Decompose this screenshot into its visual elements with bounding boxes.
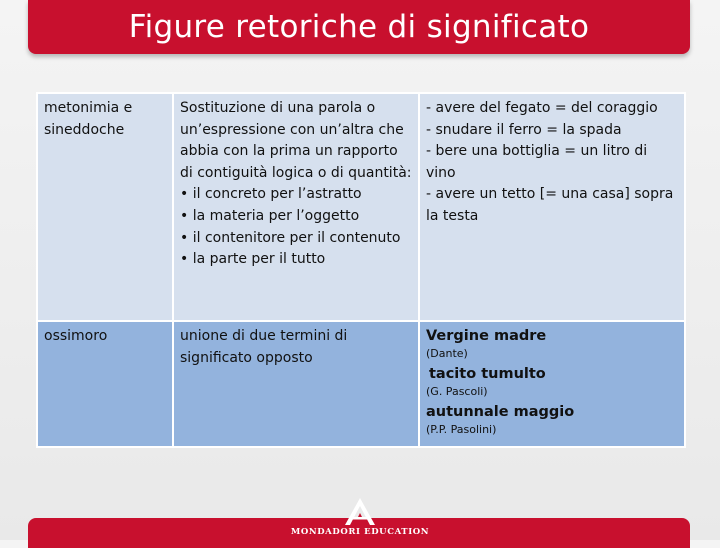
slide-title: Figure retoriche di significato (128, 9, 590, 45)
definition-cell (173, 93, 419, 321)
example-phrase: autunnale maggio (426, 404, 575, 420)
logo-text: MONDADORI EDUCATION (290, 527, 430, 537)
figures-table (36, 92, 686, 448)
mondadori-logo-icon (340, 497, 380, 527)
term-cell: metonimia e sineddoche (37, 93, 173, 321)
example-author: (P.P. Pasolini) (426, 423, 497, 436)
example-author: (G. Pascoli) (426, 385, 488, 398)
list-item: • la parte per il tutto (180, 251, 326, 268)
example-phrase: Vergine madre (426, 328, 547, 344)
example-item: - avere un tetto [= una casa] sopra la testa (426, 186, 674, 224)
definition-cell: unione di due termini di significato opposto (173, 321, 419, 447)
example-author: (Dante) (426, 347, 468, 360)
table-row (37, 321, 685, 447)
example-item: - avere del fegato = del coraggio (426, 100, 658, 116)
examples-cell (419, 321, 685, 447)
table-row (37, 93, 685, 321)
term-cell: ossimoro (37, 321, 173, 447)
title-bar (28, 0, 690, 54)
list-item: • il concreto per l’astratto (180, 186, 362, 203)
bullet-list (180, 184, 413, 270)
example-item: - bere una bottiglia = un litro di vino (426, 143, 648, 181)
example-item: - snudare il ferro = la spada (426, 121, 622, 138)
definition-text: Sostituzione di una parola o un’espressione con un’altra che abbia con la prima un rapporto di contiguità logica o di quantità: (180, 100, 412, 181)
publisher-logo (260, 497, 460, 540)
list-item: • la materia per l’oggetto (180, 207, 360, 224)
example-phrase: tacito tumulto (429, 366, 546, 382)
list-item: • il contenitore per il contenuto (180, 229, 401, 246)
examples-cell (419, 93, 685, 321)
